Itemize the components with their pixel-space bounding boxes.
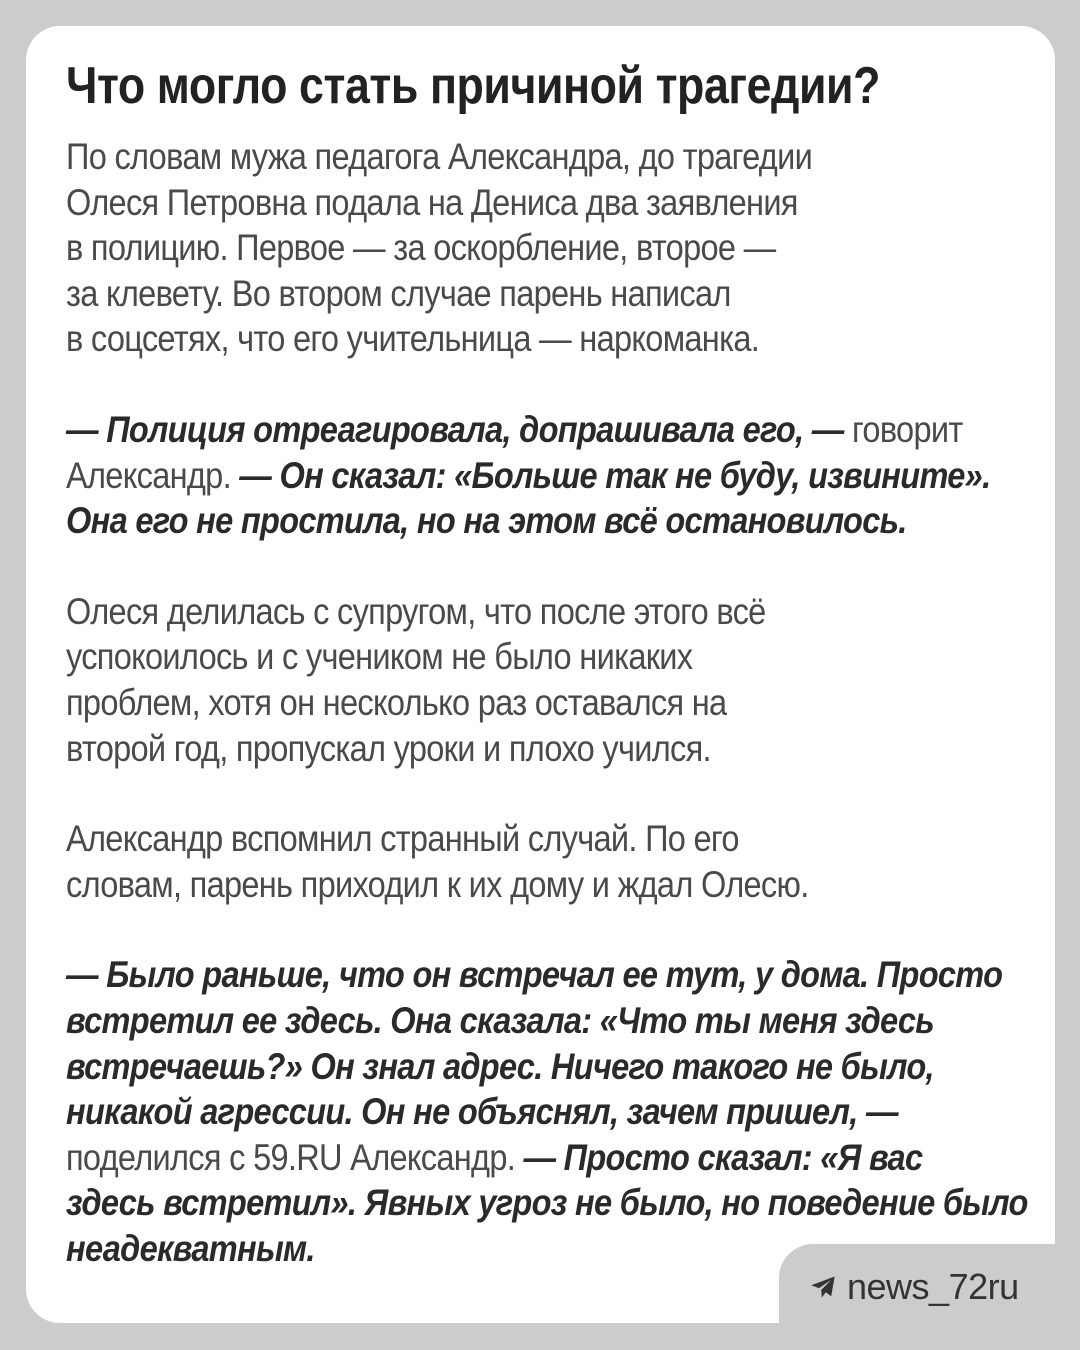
paragraph-5-line-6: здесь встретил». Явных угроз не было, но поведение было bbox=[66, 1182, 1028, 1224]
paragraph-5-line-7: неадекватным. bbox=[66, 1227, 315, 1269]
paragraph-1 bbox=[66, 134, 1025, 362]
paragraph-4-line-1: Александр вспомнил странный случай. По его bbox=[66, 818, 739, 860]
paragraph-1-line-2: Олеся Петровна подала на Дениса два заявления bbox=[66, 181, 798, 223]
article-card bbox=[26, 26, 1055, 1323]
paragraph-2-line-3: Она его не простила, но на этом всё остановилось. bbox=[66, 500, 907, 542]
paragraph-3 bbox=[66, 589, 1025, 771]
paragraph-4-line-2: словам, парень приходил к их дому и ждал Олесю. bbox=[66, 863, 809, 905]
paragraph-3-line-2: успокоилось и с учеником не было никаких bbox=[66, 636, 693, 678]
paragraph-3-line-1: Олеся делилась с супругом, что после этого всё bbox=[66, 590, 766, 632]
channel-handle[interactable]: news_72ru bbox=[847, 1266, 1019, 1307]
paragraph-2-line-1 bbox=[66, 407, 963, 453]
attribution-fragment: Александр. bbox=[66, 454, 240, 496]
paragraph-5-line-2: встретил ее здесь. Она сказала: «Что ты меня здесь bbox=[66, 999, 934, 1041]
paragraph-1-line-1: По словам мужа педагога Александра, до трагедии bbox=[66, 136, 813, 177]
article-title: Что могло стать причиной трагедии? bbox=[66, 57, 880, 115]
source-badge-content[interactable] bbox=[809, 1266, 1019, 1308]
paragraph-1-line-3: в полицию. Первое — за оскорбление, второе — bbox=[66, 227, 776, 269]
telegram-plane-icon bbox=[809, 1273, 837, 1301]
paragraph-3-line-4: второй год, пропускал уроки и плохо учился. bbox=[66, 727, 711, 769]
paragraph-2-line-2 bbox=[66, 453, 991, 499]
article-body bbox=[66, 134, 1028, 1271]
paragraph-5-line-3: встречаешь?» Он знал адрес. Ничего такого не было, bbox=[66, 1045, 934, 1087]
attribution-fragment: говорит bbox=[843, 408, 963, 450]
quote-fragment: — Он сказал: «Больше так не буду, извините». bbox=[239, 454, 991, 496]
paragraph-3-line-3: проблем, хотя он несколько раз оставался на bbox=[66, 681, 727, 723]
source-badge[interactable] bbox=[779, 1244, 1080, 1350]
paragraph-5-line-1: — Было раньше, что он встречал ее тут, у дома. Просто bbox=[66, 954, 1003, 996]
paragraph-2-quote bbox=[66, 407, 1025, 544]
paragraph-5-line-4: никакой агрессии. Он не объяснял, зачем пришел, — bbox=[66, 1091, 898, 1133]
paragraph-5-quote bbox=[66, 952, 1028, 1271]
paragraph-5-line-5 bbox=[66, 1135, 923, 1181]
attribution-fragment: поделился с 59.RU Александр. bbox=[66, 1136, 524, 1178]
paragraph-4 bbox=[66, 816, 1025, 907]
quote-fragment: — Просто сказал: «Я вас bbox=[523, 1136, 923, 1178]
paragraph-1-line-4: за клевету. Во втором случае парень написал bbox=[66, 272, 731, 314]
paragraph-1-line-5: в соцсетях, что его учительница — наркоманка. bbox=[66, 318, 760, 360]
quote-fragment: — Полиция отреагировала, допрашивала его, — bbox=[66, 408, 844, 450]
